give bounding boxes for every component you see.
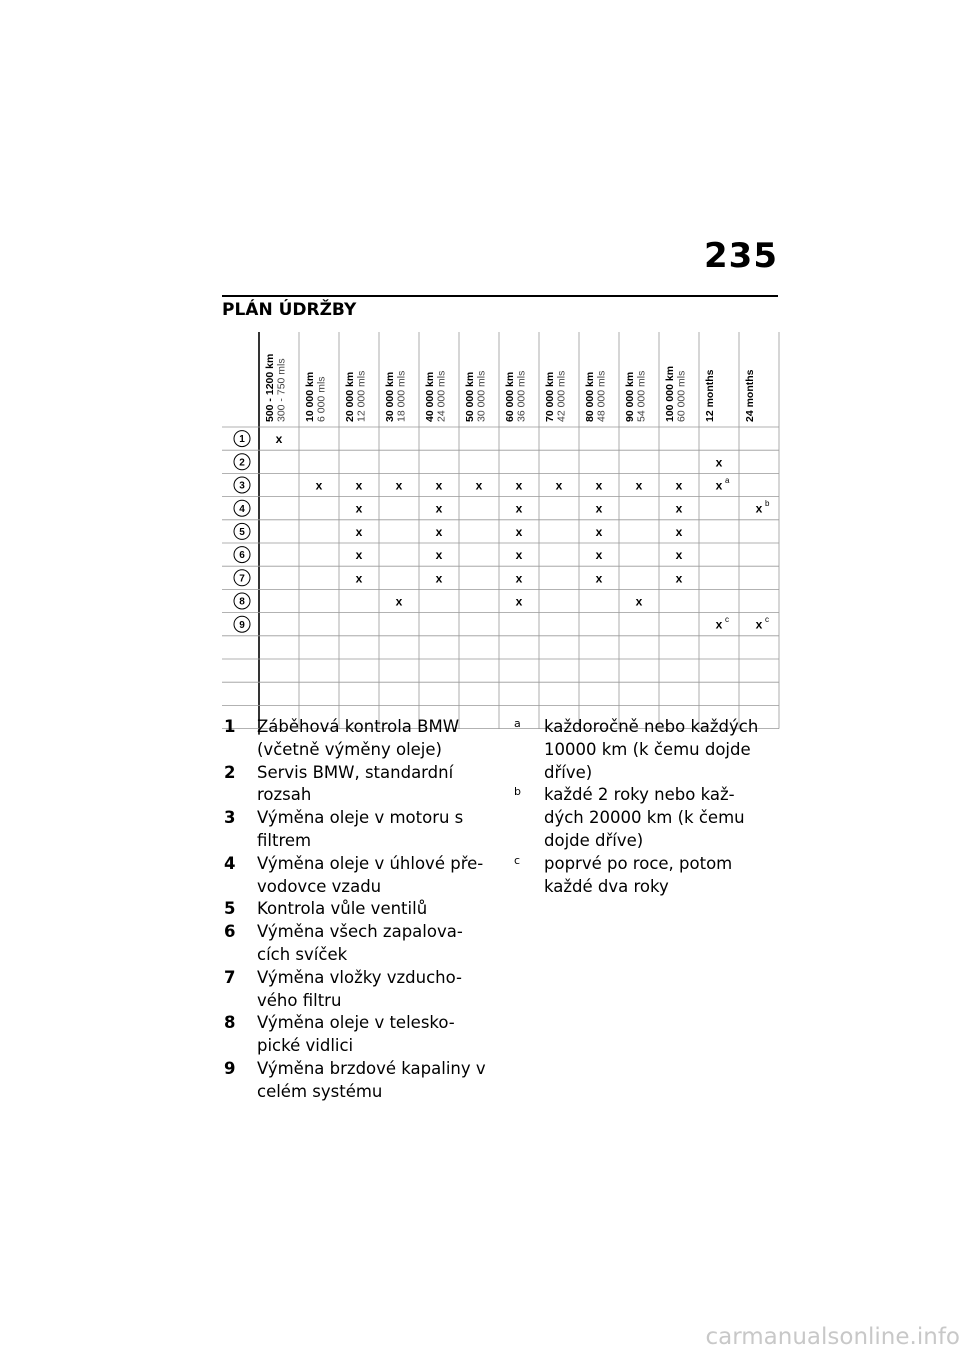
column-header [744,369,756,422]
legend-number: 3 [224,808,236,828]
legend-number: 1 [224,717,236,736]
column-header [584,371,608,422]
legend-text: Výměna vložky vzducho-vého filtru [257,967,462,1010]
row-number: 3 [239,480,245,492]
column-header-mls: 54 000 mls [635,370,648,422]
schedule-mark-footnote: a [725,476,730,485]
schedule-mark: x [675,548,683,563]
column-header [704,369,716,422]
column-header-km: 80 000 km [584,371,596,422]
schedule-mark: x [755,501,763,516]
column-header [264,354,288,422]
schedule-mark: x [675,478,683,493]
schedule-mark: x [435,478,443,493]
schedule-mark: x [715,478,723,493]
column-header-mls: 24 000 mls [435,370,448,422]
schedule-mark: x [435,501,443,516]
schedule-mark: x [355,571,363,586]
schedule-mark: x [395,594,403,609]
schedule-mark: x [515,571,523,586]
column-header [304,372,328,422]
row-number: 9 [239,619,245,631]
column-header-mls: 12 000 mls [355,370,368,422]
footnote-letter: b [514,785,521,799]
footnote-item [512,784,772,852]
column-header-mls: 60 000 mls [675,370,688,422]
legend-number: 5 [224,899,236,919]
watermark: carmanualsonline.info [705,1324,960,1350]
schedule-mark: x [635,478,643,493]
footnote-item [512,853,772,899]
schedule-mark: x [595,524,603,539]
column-header-km: 50 000 km [464,371,476,422]
schedule-mark: x [675,571,683,586]
schedule-mark: x [595,501,603,516]
legend-text: Výměna oleje v úhlové pře-vodovce vzadu [257,853,484,896]
footnote-letter: c [514,853,521,867]
schedule-mark: x [595,478,603,493]
column-header-km: 60 000 km [504,371,516,422]
legend-number: 7 [224,967,236,987]
legend-item [224,716,494,762]
schedule-mark: x [755,617,763,632]
schedule-mark-footnote: c [725,615,729,625]
column-header [424,371,448,422]
schedule-mark: x [715,617,723,632]
schedule-mark: x [515,478,523,493]
schedule-mark: x [355,501,363,516]
legend-item [224,1058,494,1104]
footnote-text: každoročně nebo každých 10000 km (k čemu dojde dříve) [544,717,759,782]
row-number: 6 [239,550,245,562]
legend-number: 9 [224,1058,236,1078]
schedule-mark: x [595,548,603,563]
column-header-km: 40 000 km [424,371,436,422]
schedule-mark: x [515,501,523,516]
column-header-mls: 18 000 mls [395,370,408,422]
legend-item [224,967,494,1013]
legend-text: Výměna oleje v telesko-pické vidlici [257,1013,455,1056]
schedule-mark: x [275,432,283,447]
legend-number: 6 [224,922,236,942]
column-header [544,371,568,422]
schedule-mark: x [675,524,683,539]
legend-text: Servis BMW, standardní rozsah [257,762,454,805]
legend-item [224,762,494,808]
schedule-mark-footnote: b [765,499,770,509]
legend-number: 2 [224,762,236,782]
legend-list [224,716,494,1104]
footnote-letter: a [514,717,521,730]
legend-number: 4 [224,853,236,873]
schedule-mark: x [715,455,723,470]
schedule-mark: x [435,548,443,563]
column-header-mls: 42 000 mls [555,370,568,422]
footnote-item [512,716,772,784]
legend-item [224,921,494,967]
column-header-km: 10 000 km [304,371,316,422]
legend-text: Výměna všech zapalova-cích svíček [257,922,463,964]
column-header-mls: 36 000 mls [515,370,528,422]
column-header-km: 12 months [704,369,716,422]
legend-text: Kontrola vůle ventilů [257,899,428,919]
footnote-text: každé 2 roky nebo kaž-dých 20000 km (k čemu dojde dříve) [544,785,745,850]
column-header [384,371,408,422]
schedule-mark: x [555,478,563,493]
schedule-mark: x [355,524,363,539]
schedule-mark: x [435,571,443,586]
row-number: 7 [239,573,245,585]
column-header-mls: 6 000 mls [315,376,328,422]
schedule-mark: x [635,594,643,609]
column-header-km: 24 months [744,369,756,422]
page-number: 235 [704,236,778,276]
footnote-list [512,716,772,898]
column-header-km: 100 000 km [664,365,676,422]
column-header [464,371,488,422]
row-number: 4 [239,503,245,515]
legend-text: Záběhová kontrola BMW (včetně výměny oleje) [257,717,460,759]
column-header-km: 20 000 km [344,371,356,422]
schedule-mark: x [395,478,403,493]
schedule-mark: x [355,478,363,493]
schedule-mark: x [315,478,323,493]
schedule-mark: x [355,548,363,563]
legend-text: Výměna oleje v motoru s filtrem [257,808,464,850]
row-number: 5 [239,527,245,538]
column-header-km: 500 - 1200 km [264,353,276,422]
column-header-km: 90 000 km [624,371,636,422]
legend-item [224,1012,494,1058]
schedule-mark-footnote: c [765,615,769,625]
column-header [624,371,648,422]
column-header [504,371,528,422]
column-header [664,366,688,422]
row-number: 1 [239,434,245,446]
row-number: 8 [239,596,245,608]
column-header-mls: 48 000 mls [595,370,608,422]
legend-item [224,898,494,921]
schedule-mark: x [515,548,523,563]
legend-item [224,807,494,853]
column-header-mls: 30 000 mls [475,370,488,422]
schedule-mark: x [515,594,523,609]
schedule-mark: x [475,478,483,493]
column-header [344,371,368,422]
legend-text: Výměna brzdové kapaliny v celém systému [257,1058,486,1101]
column-header-km: 30 000 km [384,371,396,422]
column-header-km: 70 000 km [544,371,556,422]
schedule-mark: x [675,501,683,516]
row-number: 2 [239,457,245,469]
schedule-mark: x [595,571,603,586]
column-header-mls: 300 - 750 mls [275,358,288,422]
schedule-mark: x [435,524,443,539]
schedule-mark: x [515,524,523,539]
legend-item [224,853,494,899]
legend-number: 8 [224,1013,236,1033]
footnote-text: poprvé po roce, potom každé dva roky [544,853,733,896]
section-title: PLÁN ÚDRŽBY [222,300,357,320]
